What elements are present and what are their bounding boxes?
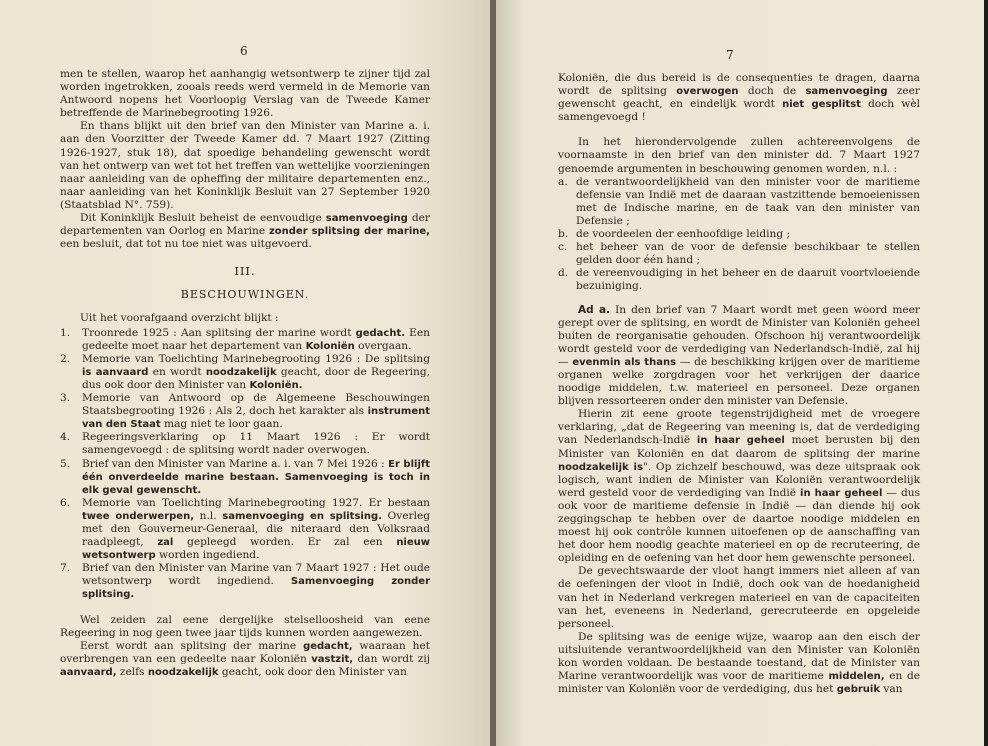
section-number: III.: [234, 264, 256, 279]
dark-edge: [984, 0, 988, 746]
list-item: 1. Troonrede 1925 : Aan splitsing der marine wordt gedacht. Een gedeelte moet naar het departement van Koloniën overgaan.: [60, 326, 430, 352]
left-text-column: [60, 68, 430, 679]
section-title: BESCHOUWINGEN.: [180, 288, 310, 302]
paragraph: En thans blijkt uit den brief van den Minister van Marine a. i. aan den Voorzitter der Tweede Kamer dd. 7 Maart 1927 (Zitting 1926-1927, stuk 18), dat spoedige behandeling gewenscht wordt van het ontwerp van wet tot het treffen van wettelijke voorzieningen naar aanleiding van de opheffing der militaire departementen enz., naar aanleiding van het Koninklijk Besluit van 27 September 1920 (Staatsblad N°. 759).: [60, 120, 430, 211]
paragraph: Hierin zit eene groote tegenstrijdigheid met de vroegere verklaring, „dat de Regeering van meening is, dat de verdediging van Nederlandsch-Indië in haar geheel moet berusten bij den Minister van Koloniën en dat daarom de splitsing der marine noodzakelijk is". Op zichzelf beschouwd, was deze uitspraak ook logisch, want indien de Minister van Koloniën verantwoordelijk werd gesteld voor de verdediging van Indië in haar geheel — dus ook voor de maritieme defensie in Indië — dan diende hij ook zeggingschap te hebben over de daartoe noodige middelen en moest hij ook contrôle kunnen uitoefenen op de aanschaffing van het door hem noodig geachte materieel en op de recruteering, de opleiding en de oefening van het door hem gewenschte personeel.: [558, 408, 921, 565]
list-item: c. het beheer van de voor de defensie beschikbaar te stellen gelden door één hand ;: [558, 241, 920, 267]
list-item: 2. Memorie van Toelichting Marinebegrooting 1926 : De splitsing is aanvaard en wordt noodzakelijk geacht, door de Regeering, dus ook door den Minister van Koloniën.: [60, 352, 431, 391]
lettered-list: [558, 176, 920, 294]
page-number: 7: [726, 48, 735, 62]
paragraph: men te stellen, waarop het aanhangig wetsontwerp te zijner tijd zal worden ingetrokken, zooals reeds werd vermeld in de Memorie van Antwoord nopens het Voorloopig Verslag van de Tweede Kamer betreffende de Marinebegrooting 1926.: [60, 68, 430, 120]
paragraph: De gevechtswaarde der vloot hangt immers niet alleen af van de oefeningen der vloot in Indië, doch ook van de hoedanigheid van het in Nederland verkregen materieel en van de capaciteiten van het, eveneens in Nederland, gerecruteerde en opgeleide personeel.: [558, 565, 920, 630]
right-page: [496, 0, 984, 746]
paragraph: Uit het voorafgaand overzicht blijkt :: [80, 311, 279, 324]
paragraph: Dit Koninklijk Besluit beheist de eenvoudige samenvoeging der departementen van Oorlog en Marine zonder splitsing der marine, een besluit, dat tot nu toe niet was uitgevoerd.: [60, 212, 430, 251]
list-item: 4. Regeeringsverklaring op 11 Maart 1926 : Er wordt samengevoegd : de splitsing wordt nader overwogen.: [60, 431, 430, 457]
page-number: 6: [240, 44, 249, 58]
list-item: d. de vereenvoudiging in het beheer en de daaruit voortvloeiende bezuiniging.: [558, 267, 920, 293]
list-item: a. de verantwoordelijkheid van den minister voor de maritieme defensie van Indië met de daaraan vastzittende bemoeienissen met de Indische marine, en de taak van den minister van Defensie ;: [558, 175, 920, 227]
list-item: b. de voordeelen der eenhoofdige leiding ;: [558, 228, 791, 241]
paragraph: Koloniën, die dus bereid is de consequenties te dragen, daarna wordt de splitsing overwogen doch de samenvoeging zeer gewenscht geacht, en eindelijk wordt niet gesplitst doch wèl samengevoegd !: [558, 72, 920, 124]
left-page: [0, 0, 490, 746]
paragraph: Ad a. In den brief van 7 Maart wordt met geen woord meer gerept over de splitsing, en wordt de Minister van Koloniën geheel buiten de reorganisatie gehouden. Ofschoon hij verantwoordelijk wordt gesteld voor de verdediging van Nederlandsch-Indië, zal hij — evenmin als thans — de beschikking krijgen over de maritieme organen welke zorgdragen voor het verkrijgen der daarice noodige middelen, t.w. materieel en personeel. Deze organen blijven ressorteeren onder den minister van Defensie.: [558, 303, 921, 408]
paragraph: In het hierondervolgende zullen achtereenvolgens de voornaamste in den brief van den minister dd. 7 Maart 1927 genoemde argumenten in beschouwing genomen worden, n.l. :: [558, 136, 920, 175]
paragraph: Wel zeiden zal eene dergelijke stelselloosheid van eene Regeering in nog geen twee jaar tijds kunnen worden aangewezen.: [60, 613, 430, 639]
list-item: 5. Brief van den Minister van Marine a. i. van 7 Mei 1926 : Er blijft één onverdeelde marine bestaan. Samenvoeging is toch in elk geval gewenscht.: [60, 457, 430, 496]
numbered-list: [60, 327, 430, 602]
paragraph: Eerst wordt aan splitsing der marine gedacht, waaraan het overbrengen van een gedeelte naar Koloniën vastzit, dan wordt zij aanvaard, zelfs noodzakelijk geacht, ook door den Minister van: [60, 639, 430, 678]
right-text-column: [558, 72, 920, 696]
list-item: 6. Memorie van Toelichting Marinebegrooting 1927. Er bestaan twee onderwerpen, n.l. samenvoeging en splitsing. Overleg met den Gouverneur-Generaal, die niteraard den Volksraad raadpleegt, zal gepleegd worden. Er zal een nieuw wetsontwerp worden ingediend.: [60, 496, 431, 562]
paragraph: De splitsing was de eenige wijze, waarop aan den eisch der uitsluitende verantwoordelijkheid van den Minister van Koloniën kon worden voldaan. De bestaande toestand, dat de Minister van Marine verantwoordelijk was voor de maritieme middelen, en de minister van Koloniën voor de verdediging, dus het gebruik van: [558, 630, 920, 696]
list-item: 3. Memorie van Antwoord op de Algemeene Beschouwingen Staatsbegrooting 1926 : Als 2, doch het karakter als instrument van den Staat mag niet te loor gaan.: [60, 392, 430, 431]
list-item: 7. Brief van den Minister van Marine van 7 Maart 1927 : Het oude wetsontwerp wordt ingediend. Samenvoeging zonder splitsing.: [60, 562, 431, 601]
